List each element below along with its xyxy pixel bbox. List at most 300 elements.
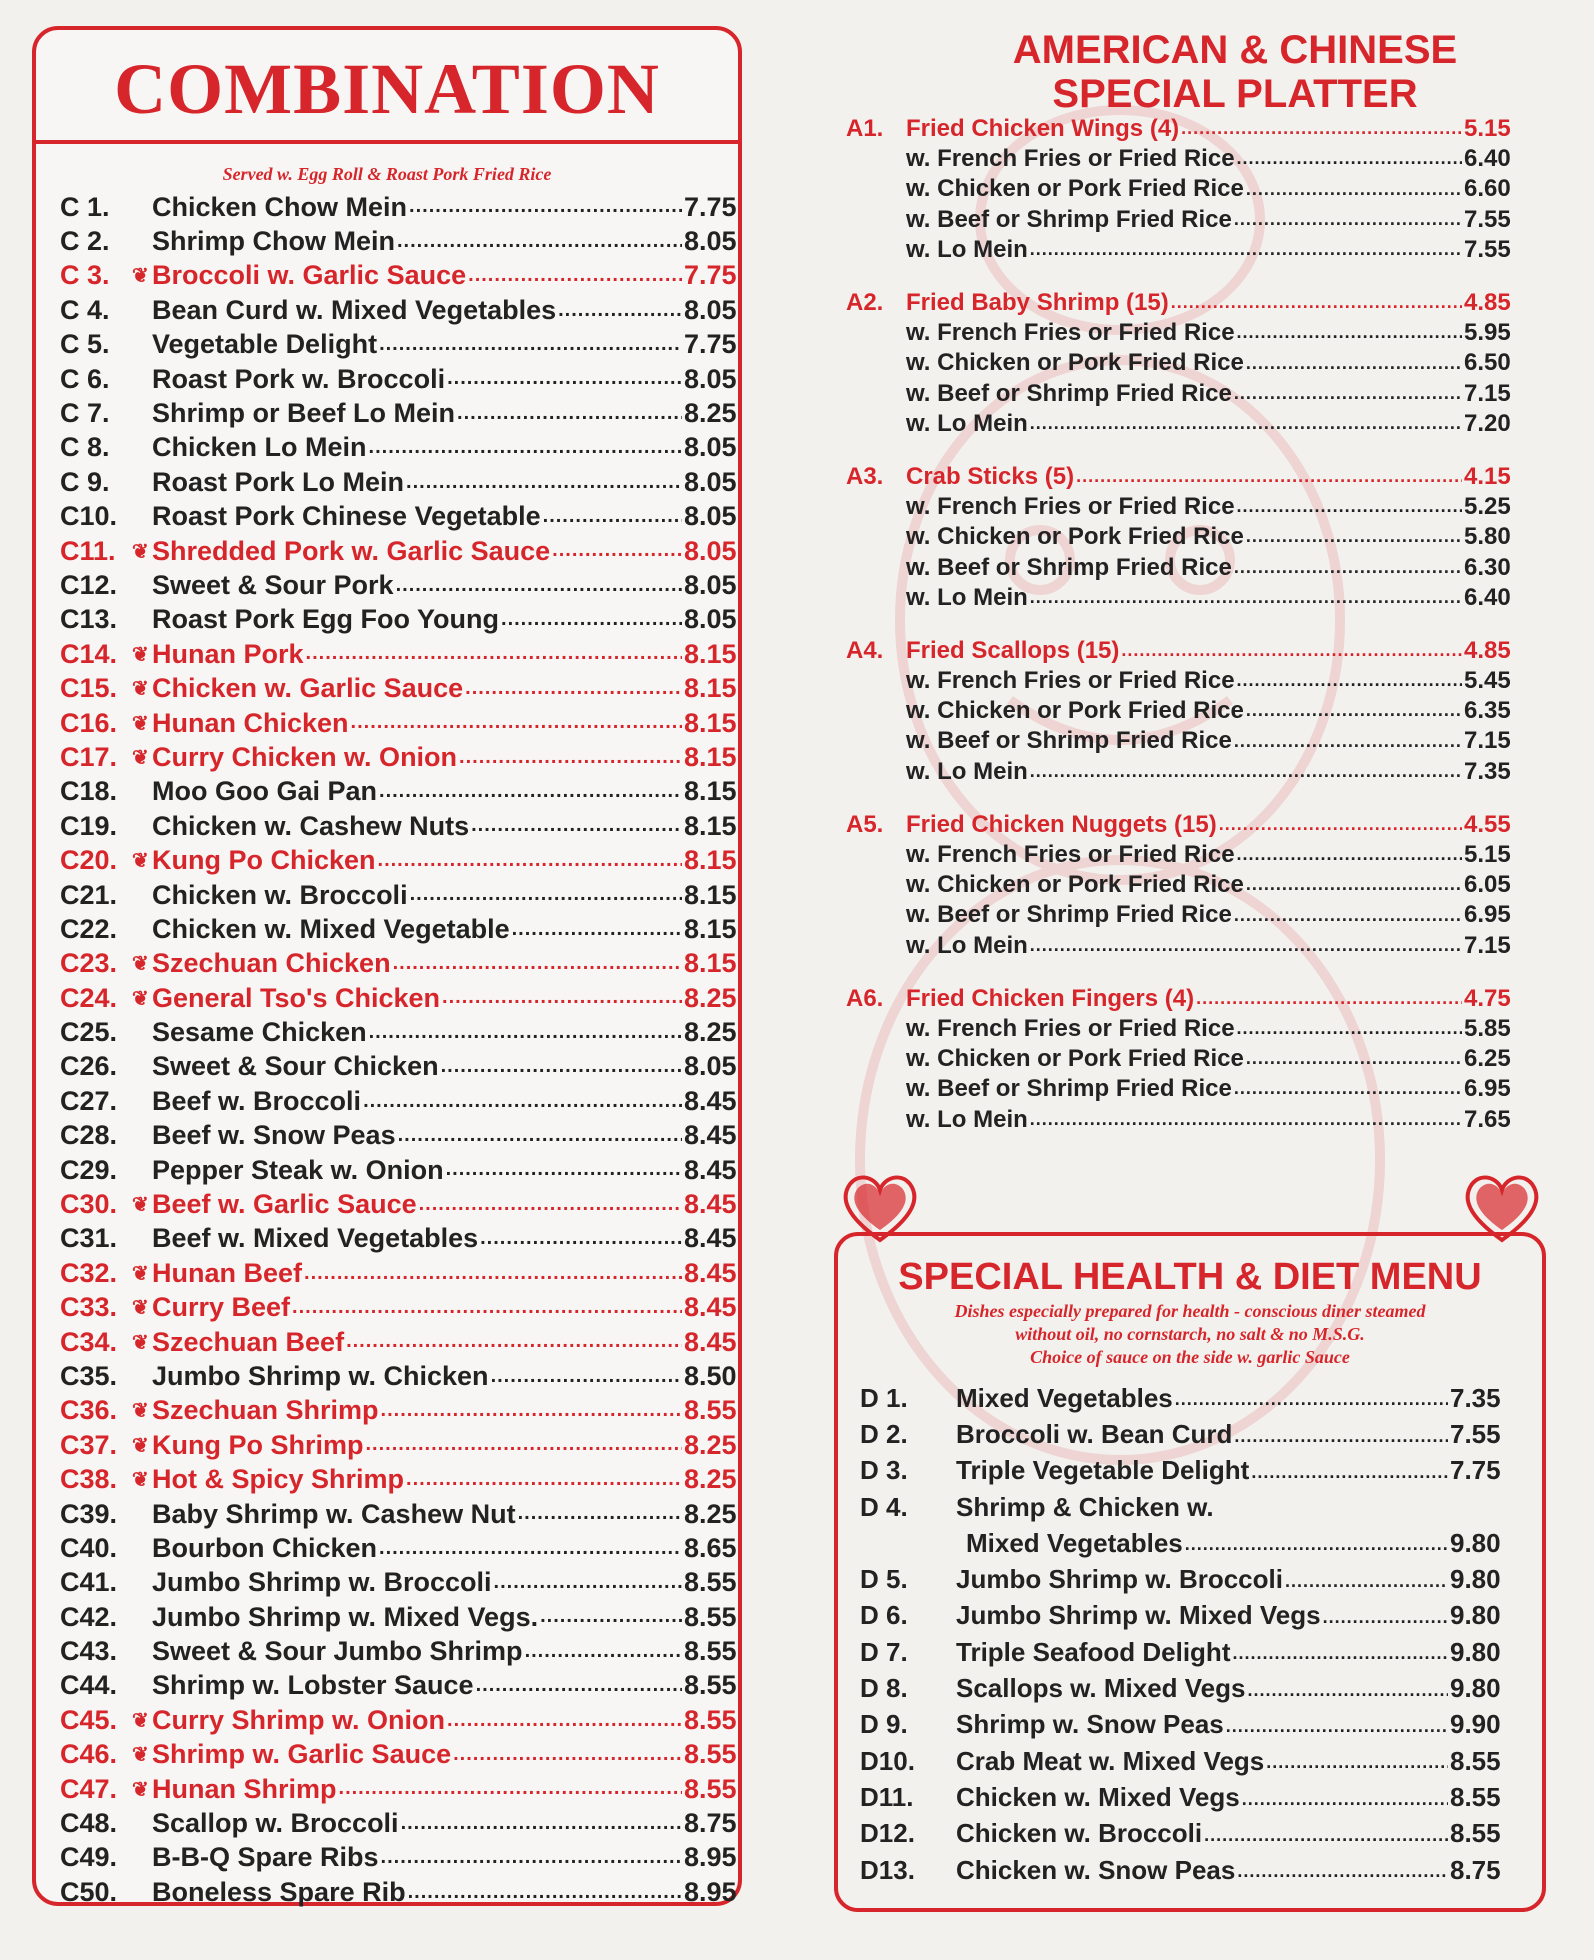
item-price: 8.15: [684, 638, 737, 669]
leader-dots: [518, 1502, 682, 1531]
option-price: 5.15: [1464, 841, 1511, 869]
item-code: C13.: [60, 604, 118, 635]
leader-dots: [525, 1640, 682, 1669]
leader-dots: [1234, 905, 1462, 931]
menu-item-row: [60, 534, 750, 568]
item-price: 8.25: [684, 1464, 737, 1495]
item-price: 8.05: [684, 363, 737, 394]
item-price: 8.15: [684, 741, 737, 772]
menu-item-row: [60, 1050, 750, 1084]
menu-item-row: [60, 775, 750, 809]
leader-dots: [453, 1743, 682, 1772]
pepper-icon: ❦: [132, 678, 149, 701]
diet-item-row: [860, 1416, 1516, 1452]
menu-item-row: [60, 224, 750, 258]
item-price: 4.75: [1464, 984, 1511, 1012]
item-code: C34.: [60, 1326, 118, 1357]
option-name: w. French Fries or Fried Rice: [906, 667, 1235, 695]
item-code: C11.: [60, 535, 116, 566]
platter-option-row: [846, 409, 1526, 439]
menu-item-row: [60, 1634, 750, 1668]
pepper-icon: ❦: [132, 712, 149, 735]
pepper-icon: ❦: [132, 1400, 149, 1423]
leader-dots: [1121, 640, 1462, 666]
menu-item-row: [60, 1703, 750, 1737]
item-code: D13.: [860, 1854, 915, 1885]
item-price: 8.15: [684, 810, 737, 841]
leader-dots: [1266, 1752, 1448, 1779]
item-code: A2.: [846, 289, 884, 317]
leader-dots: [1285, 1571, 1448, 1598]
menu-item-row: [60, 362, 750, 396]
menu-item-row: [60, 1394, 750, 1428]
item-code: D 5.: [860, 1564, 908, 1595]
option-price: 5.80: [1464, 523, 1511, 551]
menu-item-row: [60, 1738, 750, 1772]
option-name: w. Lo Mein: [906, 931, 1028, 959]
leader-dots: [1196, 988, 1462, 1014]
option-price: 6.35: [1464, 697, 1511, 725]
item-price: 8.55: [1450, 1745, 1501, 1776]
menu-item-row: [60, 947, 750, 981]
leader-dots: [447, 1709, 682, 1738]
menu-item-row: [60, 1669, 750, 1703]
item-price: 8.75: [1450, 1854, 1501, 1885]
item-code: D12.: [860, 1818, 915, 1849]
item-name: Sweet & Sour Jumbo Shrimp: [152, 1636, 523, 1667]
menu-item-row: [60, 431, 750, 465]
item-name: Triple Seafood Delight: [956, 1636, 1231, 1667]
item-name: Szechuan Chicken: [152, 948, 391, 979]
leader-dots: [447, 367, 682, 396]
item-code: D 8.: [860, 1673, 908, 1704]
item-price: 8.55: [684, 1739, 737, 1770]
item-price: 8.05: [684, 604, 737, 635]
option-price: 6.60: [1464, 175, 1511, 203]
item-name: Kung Po Shrimp: [152, 1429, 364, 1460]
option-name: w. Chicken or Pork Fried Rice: [906, 697, 1244, 725]
menu-item-row: [60, 1600, 750, 1634]
item-price: 9.80: [1450, 1636, 1501, 1667]
leader-dots: [1246, 874, 1462, 900]
leader-dots: [1181, 118, 1462, 144]
item-name: Hunan Pork: [152, 638, 304, 669]
menu-item-row: [60, 637, 750, 671]
leader-dots: [1237, 148, 1462, 174]
item-code: C45.: [60, 1704, 118, 1735]
leader-dots: [1246, 179, 1462, 205]
item-price: 8.05: [684, 432, 737, 463]
item-code: D11.: [860, 1781, 914, 1812]
platter-option-row: [846, 1044, 1526, 1074]
item-name: Bourbon Chicken: [152, 1532, 378, 1563]
leader-dots: [552, 539, 682, 568]
platter-group: [846, 984, 1526, 1135]
item-name: Boneless Spare Rib: [152, 1876, 406, 1907]
item-code: C 9.: [60, 466, 110, 497]
diet-item-row: [860, 1816, 1516, 1852]
item-name: Scallop w. Broccoli: [152, 1808, 399, 1839]
option-name: w. Lo Mein: [906, 583, 1028, 611]
item-code: A4.: [846, 636, 884, 664]
diet-item-row: [860, 1380, 1516, 1416]
option-price: 7.15: [1464, 931, 1511, 959]
pepper-icon: ❦: [132, 643, 149, 666]
item-price: 7.55: [1450, 1418, 1501, 1449]
menu-item-row: [60, 603, 750, 637]
leader-dots: [1234, 209, 1462, 235]
leader-dots: [379, 780, 682, 809]
leader-dots: [406, 1468, 682, 1497]
item-price: 4.15: [1464, 462, 1511, 490]
item-name: Chicken Lo Mein: [152, 432, 367, 463]
item-name: Chicken w. Broccoli: [152, 879, 408, 910]
item-name: Jumbo Shrimp w. Broccoli: [956, 1564, 1283, 1595]
item-code: C36.: [60, 1395, 118, 1426]
item-name: Triple Vegetable Delight: [956, 1455, 1250, 1486]
menu-item-row: [60, 1428, 750, 1462]
leader-dots: [491, 1365, 682, 1394]
leader-dots: [480, 1227, 682, 1256]
item-name: Chicken w. Broccoli: [956, 1818, 1203, 1849]
item-code: C18.: [60, 776, 118, 807]
item-code: C41.: [60, 1567, 118, 1598]
menu-item-row: [60, 809, 750, 843]
leader-dots: [494, 1571, 682, 1600]
platter-group: [846, 810, 1526, 961]
item-price: 8.15: [684, 948, 737, 979]
item-name: Sweet & Sour Pork: [152, 569, 394, 600]
option-name: w. Beef or Shrimp Fried Rice: [906, 379, 1232, 407]
diet-item-row: [860, 1453, 1516, 1489]
item-code: C14.: [60, 638, 118, 669]
leader-dots: [1234, 731, 1462, 757]
leader-dots: [501, 608, 682, 637]
leader-dots: [351, 711, 682, 740]
leader-dots: [1030, 239, 1462, 265]
item-name: Vegetable Delight: [152, 329, 378, 360]
platter-option-row: [846, 1014, 1526, 1044]
leader-dots: [1076, 466, 1462, 492]
item-name: Jumbo Shrimp w. Mixed Vegs: [956, 1600, 1321, 1631]
leader-dots: [378, 849, 682, 878]
leader-dots: [1246, 1048, 1462, 1074]
item-name: Curry Beef: [152, 1292, 291, 1323]
item-code: C42.: [60, 1601, 118, 1632]
item-code: C 5.: [60, 329, 110, 360]
item-price: 9.80: [1450, 1527, 1501, 1558]
menu-item-row: [60, 1359, 750, 1393]
item-code: C19.: [60, 810, 118, 841]
menu-item-row: [60, 912, 750, 946]
leader-dots: [346, 1330, 682, 1359]
item-name: Chicken w. Mixed Vegetable: [152, 913, 510, 944]
item-code: C49.: [60, 1842, 118, 1873]
item-name: Hunan Chicken: [152, 707, 349, 738]
leader-dots: [1030, 935, 1462, 961]
leader-dots: [379, 333, 682, 362]
item-name: Chicken w. Cashew Nuts: [152, 810, 470, 841]
item-price: 7.75: [1450, 1455, 1501, 1486]
menu-item-row: [60, 1875, 750, 1909]
leader-dots: [1237, 670, 1462, 696]
pepper-icon: ❦: [132, 265, 149, 288]
item-code: C44.: [60, 1670, 118, 1701]
item-price: 9.80: [1450, 1600, 1501, 1631]
platter-header-row: [846, 810, 1526, 840]
diet-title: SPECIAL HEALTH & DIET MENU: [898, 1256, 1482, 1298]
item-price: 8.15: [684, 879, 737, 910]
leader-dots: [1226, 1716, 1448, 1743]
option-name: w. Beef or Shrimp Fried Rice: [906, 901, 1232, 929]
option-price: 6.50: [1464, 349, 1511, 377]
item-code: C 2.: [60, 226, 110, 257]
leader-dots: [1030, 413, 1462, 439]
leader-dots: [476, 1674, 682, 1703]
platter-option-row: [846, 757, 1526, 787]
menu-item-row: [60, 1841, 750, 1875]
menu-item-row: [60, 1291, 750, 1325]
item-name: Hunan Shrimp: [152, 1773, 337, 1804]
option-name: w. Lo Mein: [906, 757, 1028, 785]
leader-dots: [366, 1433, 683, 1462]
leader-dots: [292, 1296, 682, 1325]
item-name: Beef w. Mixed Vegetables: [152, 1223, 479, 1254]
item-code: A1.: [846, 115, 884, 143]
option-price: 7.35: [1464, 757, 1511, 785]
item-code: C 6.: [60, 363, 110, 394]
item-price: 8.05: [684, 501, 737, 532]
leader-dots: [468, 264, 682, 293]
item-name: Sesame Chicken: [152, 1017, 367, 1048]
item-name: Jumbo Shrimp w. Chicken: [152, 1360, 489, 1391]
item-code: D 4.: [860, 1491, 908, 1522]
menu-item-row: [60, 671, 750, 705]
item-name: Scallops w. Mixed Vegs: [956, 1673, 1246, 1704]
item-name: Moo Goo Gai Pan: [152, 776, 378, 807]
item-price: 8.55: [684, 1636, 737, 1667]
item-code: C37.: [60, 1429, 118, 1460]
combination-list: [60, 190, 750, 1910]
item-name: Szechuan Shrimp: [152, 1395, 379, 1426]
option-price: 7.15: [1464, 727, 1511, 755]
item-code: C38.: [60, 1464, 118, 1495]
item-code: C21.: [60, 879, 118, 910]
diet-list: [860, 1380, 1516, 1888]
menu-item-row: [60, 500, 750, 534]
item-price: 8.45: [684, 1085, 737, 1116]
item-name: Fried Chicken Wings (4): [906, 115, 1180, 143]
option-name: w. Chicken or Pork Fried Rice: [906, 349, 1244, 377]
item-price: 8.15: [684, 707, 737, 738]
item-name: Fried Chicken Nuggets (15): [906, 810, 1217, 838]
option-name: w. Lo Mein: [906, 1105, 1028, 1133]
diet-item-row: [860, 1743, 1516, 1779]
item-price: 8.45: [684, 1120, 737, 1151]
item-price: 8.05: [684, 1051, 737, 1082]
menu-item-row: [60, 1531, 750, 1565]
combination-subtitle: Served w. Egg Roll & Roast Pork Fried Rice: [222, 164, 552, 184]
item-code: A5.: [846, 810, 884, 838]
item-code: D10.: [860, 1745, 915, 1776]
diet-item-row: [860, 1779, 1516, 1815]
option-price: 6.25: [1464, 1045, 1511, 1073]
option-name: w. Chicken or Pork Fried Rice: [906, 1045, 1244, 1073]
diet-desc-line-3: Choice of sauce on the side w. garlic Sauce: [1030, 1347, 1350, 1367]
pepper-icon: ❦: [132, 1778, 149, 1801]
leader-dots: [401, 1812, 682, 1841]
item-code: D 9.: [860, 1709, 908, 1740]
leader-dots: [1237, 1018, 1462, 1044]
leader-dots: [1030, 1109, 1462, 1135]
item-price: 8.55: [1450, 1781, 1501, 1812]
item-name: Bean Curd w. Mixed Vegetables: [152, 294, 557, 325]
item-name: Fried Scallops (15): [906, 636, 1120, 664]
item-name: Jumbo Shrimp w. Mixed Vegs.: [152, 1601, 539, 1632]
item-code: C29.: [60, 1154, 118, 1185]
item-name: Szechuan Beef: [152, 1326, 345, 1357]
item-code: C43.: [60, 1636, 118, 1667]
option-name: w. Beef or Shrimp Fried Rice: [906, 553, 1232, 581]
item-code: C 7.: [60, 398, 110, 429]
platter-option-row: [846, 696, 1526, 726]
option-price: 5.45: [1464, 667, 1511, 695]
platter-group: [846, 636, 1526, 787]
american-chinese-list: [846, 114, 1526, 1158]
item-code: C15.: [60, 673, 118, 704]
item-price: 8.45: [684, 1292, 737, 1323]
item-price: 8.55: [684, 1773, 737, 1804]
leader-dots: [459, 746, 682, 775]
item-price: 8.65: [684, 1532, 737, 1563]
item-price: 8.55: [1450, 1818, 1501, 1849]
platter-option-row: [846, 583, 1526, 613]
item-price: 8.45: [684, 1257, 737, 1288]
item-code: C30.: [60, 1189, 118, 1220]
diet-item-row: [860, 1561, 1516, 1597]
item-price: 9.80: [1450, 1564, 1501, 1595]
leader-dots: [1234, 1426, 1448, 1453]
item-name: Chicken w. Garlic Sauce: [152, 673, 464, 704]
item-price: 8.25: [684, 1498, 737, 1529]
leader-dots: [1234, 1078, 1462, 1104]
platter-header-row: [846, 288, 1526, 318]
item-price: 8.55: [684, 1670, 737, 1701]
menu-item-row: [60, 1325, 750, 1359]
item-code: C26.: [60, 1051, 118, 1082]
combination-title: COMBINATION: [114, 49, 660, 129]
item-price: 8.15: [684, 673, 737, 704]
leader-dots: [441, 1055, 682, 1084]
leader-dots: [304, 1262, 682, 1291]
platter-option-row: [846, 492, 1526, 522]
item-code: C12.: [60, 569, 118, 600]
item-name: General Tso's Chicken: [152, 982, 441, 1013]
menu-item-row: [60, 1462, 750, 1496]
item-price: 7.75: [684, 191, 737, 222]
option-price: 6.40: [1464, 583, 1511, 611]
pepper-icon: ❦: [132, 1744, 149, 1767]
diet-desc-line-2: without oil, no cornstarch, no salt & no M.S.G.: [1015, 1324, 1365, 1344]
menu-item-row: [60, 328, 750, 362]
menu-item-row: [60, 1222, 750, 1256]
item-name: Jumbo Shrimp w. Broccoli: [152, 1567, 492, 1598]
item-price: 8.15: [684, 776, 737, 807]
leader-dots: [1185, 1534, 1448, 1561]
option-name: w. Chicken or Pork Fried Rice: [906, 871, 1244, 899]
leader-dots: [406, 471, 682, 500]
menu-item-row: [60, 1772, 750, 1806]
option-name: w. French Fries or Fried Rice: [906, 319, 1235, 347]
item-name: Mixed Vegetables: [966, 1527, 1183, 1558]
platter-option-row: [846, 174, 1526, 204]
leader-dots: [409, 195, 682, 224]
pepper-icon: ❦: [132, 540, 149, 563]
leader-dots: [1246, 526, 1462, 552]
item-name: Beef w. Garlic Sauce: [152, 1189, 417, 1220]
item-name: Roast Pork Egg Foo Young: [152, 604, 500, 635]
item-name: Chicken Chow Mein: [152, 191, 408, 222]
diet-item-row: [860, 1670, 1516, 1706]
item-price: 8.55: [684, 1601, 737, 1632]
item-price: 8.05: [684, 226, 737, 257]
menu-item-row: [60, 465, 750, 499]
item-price: 9.80: [1450, 1673, 1501, 1704]
menu-item-row: [60, 568, 750, 602]
option-price: 6.05: [1464, 871, 1511, 899]
item-price: 8.25: [684, 398, 737, 429]
item-price: 8.45: [684, 1189, 737, 1220]
option-price: 7.20: [1464, 409, 1511, 437]
item-code: C 8.: [60, 432, 110, 463]
item-price: 8.95: [684, 1876, 737, 1907]
leader-dots: [408, 1881, 682, 1910]
title-divider: [36, 140, 738, 144]
leader-dots: [419, 1193, 682, 1222]
menu-item-row: [60, 1187, 750, 1221]
item-name: Fried Chicken Fingers (4): [906, 984, 1195, 1012]
pepper-icon: ❦: [132, 1434, 149, 1457]
item-name: Crab Meat w. Mixed Vegs: [956, 1745, 1265, 1776]
leader-dots: [442, 986, 682, 1015]
item-code: C47.: [60, 1773, 118, 1804]
leader-dots: [1175, 1389, 1448, 1416]
item-name: Chicken w. Snow Peas: [956, 1854, 1236, 1885]
leader-dots: [1242, 1789, 1448, 1816]
leader-dots: [379, 1537, 682, 1566]
item-price: 7.35: [1450, 1382, 1501, 1413]
item-price: 8.55: [684, 1395, 737, 1426]
item-price: 8.45: [684, 1223, 737, 1254]
item-name: Hot & Spicy Shrimp: [152, 1464, 405, 1495]
platter-group: [846, 462, 1526, 613]
platter-option-row: [846, 1074, 1526, 1104]
option-price: 5.25: [1464, 493, 1511, 521]
leader-dots: [396, 574, 682, 603]
leader-dots: [363, 1090, 682, 1119]
item-price: 8.50: [684, 1360, 737, 1391]
item-price: 8.25: [684, 982, 737, 1013]
item-name: Shrimp w. Snow Peas: [956, 1709, 1224, 1740]
leader-dots: [1232, 1643, 1448, 1670]
leader-dots: [369, 436, 682, 465]
item-price: 8.45: [684, 1326, 737, 1357]
leader-dots: [1234, 557, 1462, 583]
leader-dots: [381, 1399, 682, 1428]
menu-item-row: [60, 740, 750, 774]
menu-item-row: [60, 1084, 750, 1118]
option-price: 6.30: [1464, 553, 1511, 581]
